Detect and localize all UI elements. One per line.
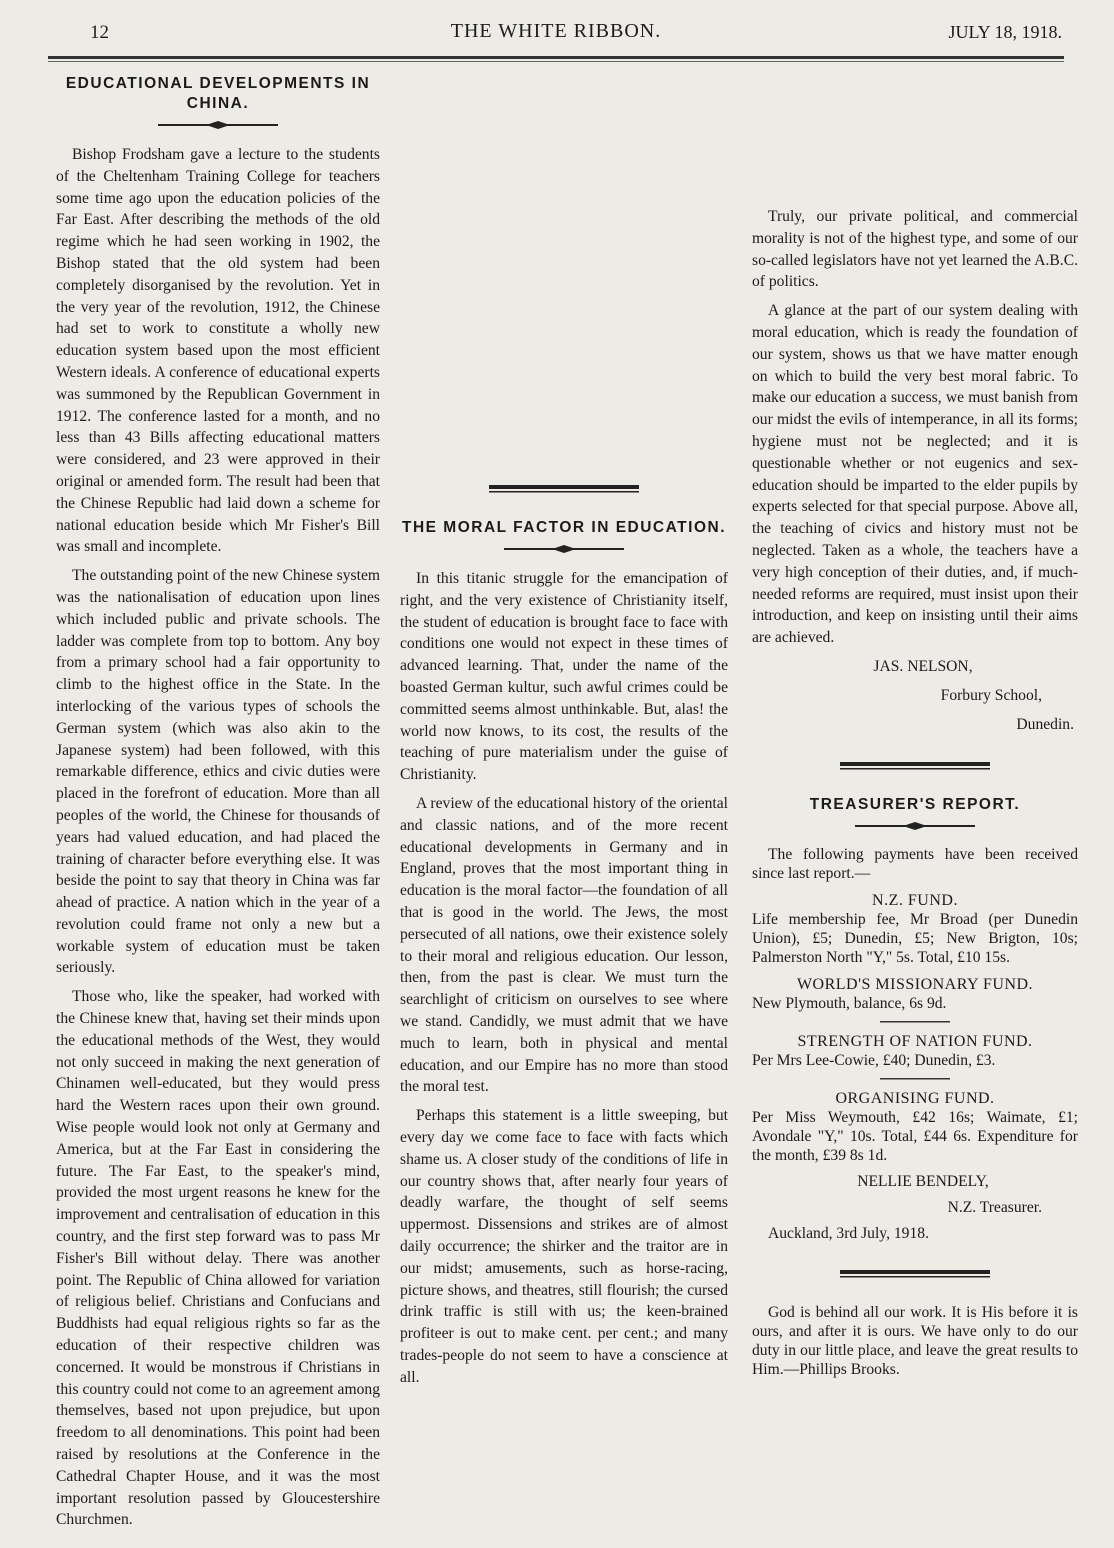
section-divider (840, 1269, 990, 1279)
article-paragraph: Those who, like the speaker, had worked with the Chinese knew that, having set their minds upon the educational methods of the West, they would not only succeed in making the next generation of Chinamen well-educated, but they would press hard the Western races upon their own ground. Wise people would look not only at Germany and America, but at the Far East in considering the future. The Far East, to the speaker's mind, provided the most urgent reasons he knew for the improvement and centralisation of education in this country, and the first step forward was to pass Mr Fisher's Bill without delay. There was another point. The Republic of China allowed for variation of religious belief. Christians and Confucians and Buddhists had equal religious rights so far as the education of their respective children was concerned. It would be monstrous if Christians in this country could not come to an agreement among themselves, based not upon prejudice, but upon freedom to all denominations. This point had been raised by resolutions at the Conference in the Cathedral Chapter House, and it was the most important resolution passed by Gloucestershire Churchmen. (56, 988, 380, 1529)
short-rule (880, 1020, 950, 1024)
article-paragraph: Perhaps this statement is a little sweeping, but every day we come face to face with facts which shame us. A closer study of the conditions of life in our country shows that, after nearly four years of deadly warfare, the thought of self seems uppermost. Dissensions and strikes are of almost daily occurrence; the shirker and the traitor are in our midst; amusements, such as horse-racing, picture shows, and theatres, still flourish; the cursed drink traffic is still with us; the keen-brained profiteer is out to make cent. per cent.; and many trades-people do not seem to have a conscience at all. (400, 1107, 728, 1386)
header-rule (48, 56, 1064, 59)
fund-heading: STRENGTH OF NATION FUND. (797, 1033, 1033, 1051)
fund-entry: New Plymouth, balance, 6s 9d. (752, 995, 947, 1013)
treasurer-title: N.Z. Treasurer. (947, 1199, 1042, 1217)
article-title: EDUCATIONAL DEVELOPMENTS IN CHINA. (65, 75, 371, 112)
article-paragraph: Truly, our private political, and commercial morality is not of the highest type, and some of our so-called legislators have not yet learned the A.B.C. of politics. (752, 208, 1078, 291)
article-paragraph: A review of the educational history of the oriental and classic nations, and of the more recent educational developments in Germany and in England, proves that the most important thing in education is the moral factor—the foundation of all that is good in the world. The Jews, the most persecuted of all nations, owe their existence solely to their moral and religious education. Our lesson, then, from the past is clear. We must turn the searchlight of criticism on ourselves to see where we stand. Candidly, we must admit that we have much to learn, both in physical and mental education, and our Empire has no more than stood the moral test. (400, 794, 728, 1096)
section-divider (840, 761, 990, 771)
page-header (50, 18, 1062, 48)
fund-entry: Per Mrs Lee-Cowie, £40; Dunedin, £3. (752, 1052, 996, 1070)
header-rule-thin (48, 61, 1064, 62)
report-title: TREASURER'S REPORT. (809, 796, 1021, 814)
fund-heading: ORGANISING FUND. (835, 1090, 995, 1108)
page-number: 12 (90, 22, 109, 43)
signature-school: Forbury School, (940, 686, 1042, 704)
ornament-divider (158, 120, 278, 130)
ornament-divider (504, 544, 624, 554)
closing-quote: God is behind all our work. It is His before it is ours, and after it is ours. We have only to do our duty in our little place, and leave the great results to Him.—Phillips Brooks. (752, 1304, 1078, 1379)
section-divider (489, 484, 639, 494)
fund-heading: N.Z. FUND. (872, 892, 958, 910)
signature-city: Dunedin. (1016, 715, 1074, 733)
article-paragraph: In this titanic struggle for the emancipation of right, and the very existence of Christianity itself, the student of education is brought face to face with conditions one would not expect in these times of advanced learning. That, under the name of the boasted German kultur, such awful crimes could be committed seems almost unthinkable. But, alas! the world now knows, to its cost, the results of the teaching of pure materialism under the guise of Christianity. (400, 570, 728, 784)
article-paragraph: The outstanding point of the new Chinese system was the nationalisation of education upon lines which included public and private schools. The ladder was complete from top to bottom. Any boy from a primary school had a fair opportunity to climb to the highest office in the State. In the interlocking of the various types of schools the German system (which was also akin to the Japanese system) had been followed, with this remarkable difference, ethics and civic duties were placed in the forefront of education. More than all peoples of the world, the Chinese for thousands of years had valued education, and had placed the training of character before everything else. It was beside the point to say that theory in China was far ahead of practice. A nation which in the year of a revolution could frame not only a new but a workable system of education must be taken seriously. (56, 567, 380, 977)
fund-entry: Life membership fee, Mr Broad (per Dunedin Union), £5; Dunedin, £5; New Brigton, 10s; Palmerston North "Y," 5s. Total, £10 15s. (752, 911, 1078, 967)
ornament-divider (855, 821, 975, 831)
fund-heading: WORLD'S MISSIONARY FUND. (796, 976, 1034, 994)
signature-name: JAS. NELSON, (873, 657, 973, 675)
issue-date: JULY 18, 1918. (948, 22, 1062, 42)
column-2 (400, 466, 728, 1395)
place-date: Auckland, 3rd July, 1918. (768, 1225, 929, 1243)
article-paragraph: A glance at the part of our system dealing with moral education, which is ready the foundation of our system, shows us that we have matter enough on which to build the very best moral fabric. To make our education a success, we must banish from our midst the evils of intemperance, in all its forms; hygiene must not be neglected; and it is questionable whether or not eugenics and sex-education should be imparted to the elder pupils by experts selected for that special purpose. Above all, the teaching of civics and history must not be neglected. Taken as a whole, the teachers have a very high conception of their duties, and, if much-needed reforms are required, must insist upon their introduction, and keep on insisting until their aims are achieved. (752, 302, 1078, 647)
article-paragraph: Bishop Frodsham gave a lecture to the students of the Cheltenham Training College for teachers some time ago upon the education policies of the Far East. After describing the methods of the old regime which he had seen working in 1902, the Bishop stated that the old system had been completely disorganised by the revolution. Yet in the very year of the revolution, 1912, the Chinese had set to work to constitute a wholly new education system based upon the most efficient Western ideals. A conference of educational experts was summoned by the Republican Government in 1912. The conference lasted for a month, and no less than 43 Bills affecting educational matters were considered, and 23 were approved in their original or amended form. The result had been that the Chinese Republic had laid down a scheme for national education beside which Mr Fisher's Bill was small and incomplete. (56, 146, 380, 556)
report-intro: The following payments have been received since last report.— (752, 846, 1078, 883)
fund-entry: Per Miss Weymouth, £42 16s; Waimate, £1; Avondale "Y," 10s. Total, £44 6s. Expenditure for the month, £39 8s 1d. (752, 1109, 1078, 1165)
treasurer-name: NELLIE BENDELY, (857, 1173, 989, 1191)
column-3 (752, 206, 1078, 1386)
newspaper-title: THE WHITE RIBBON. (450, 20, 662, 42)
column-1 (56, 72, 380, 1538)
short-rule (880, 1077, 950, 1081)
article-title: THE MORAL FACTOR IN EDUCATION. (402, 519, 726, 536)
